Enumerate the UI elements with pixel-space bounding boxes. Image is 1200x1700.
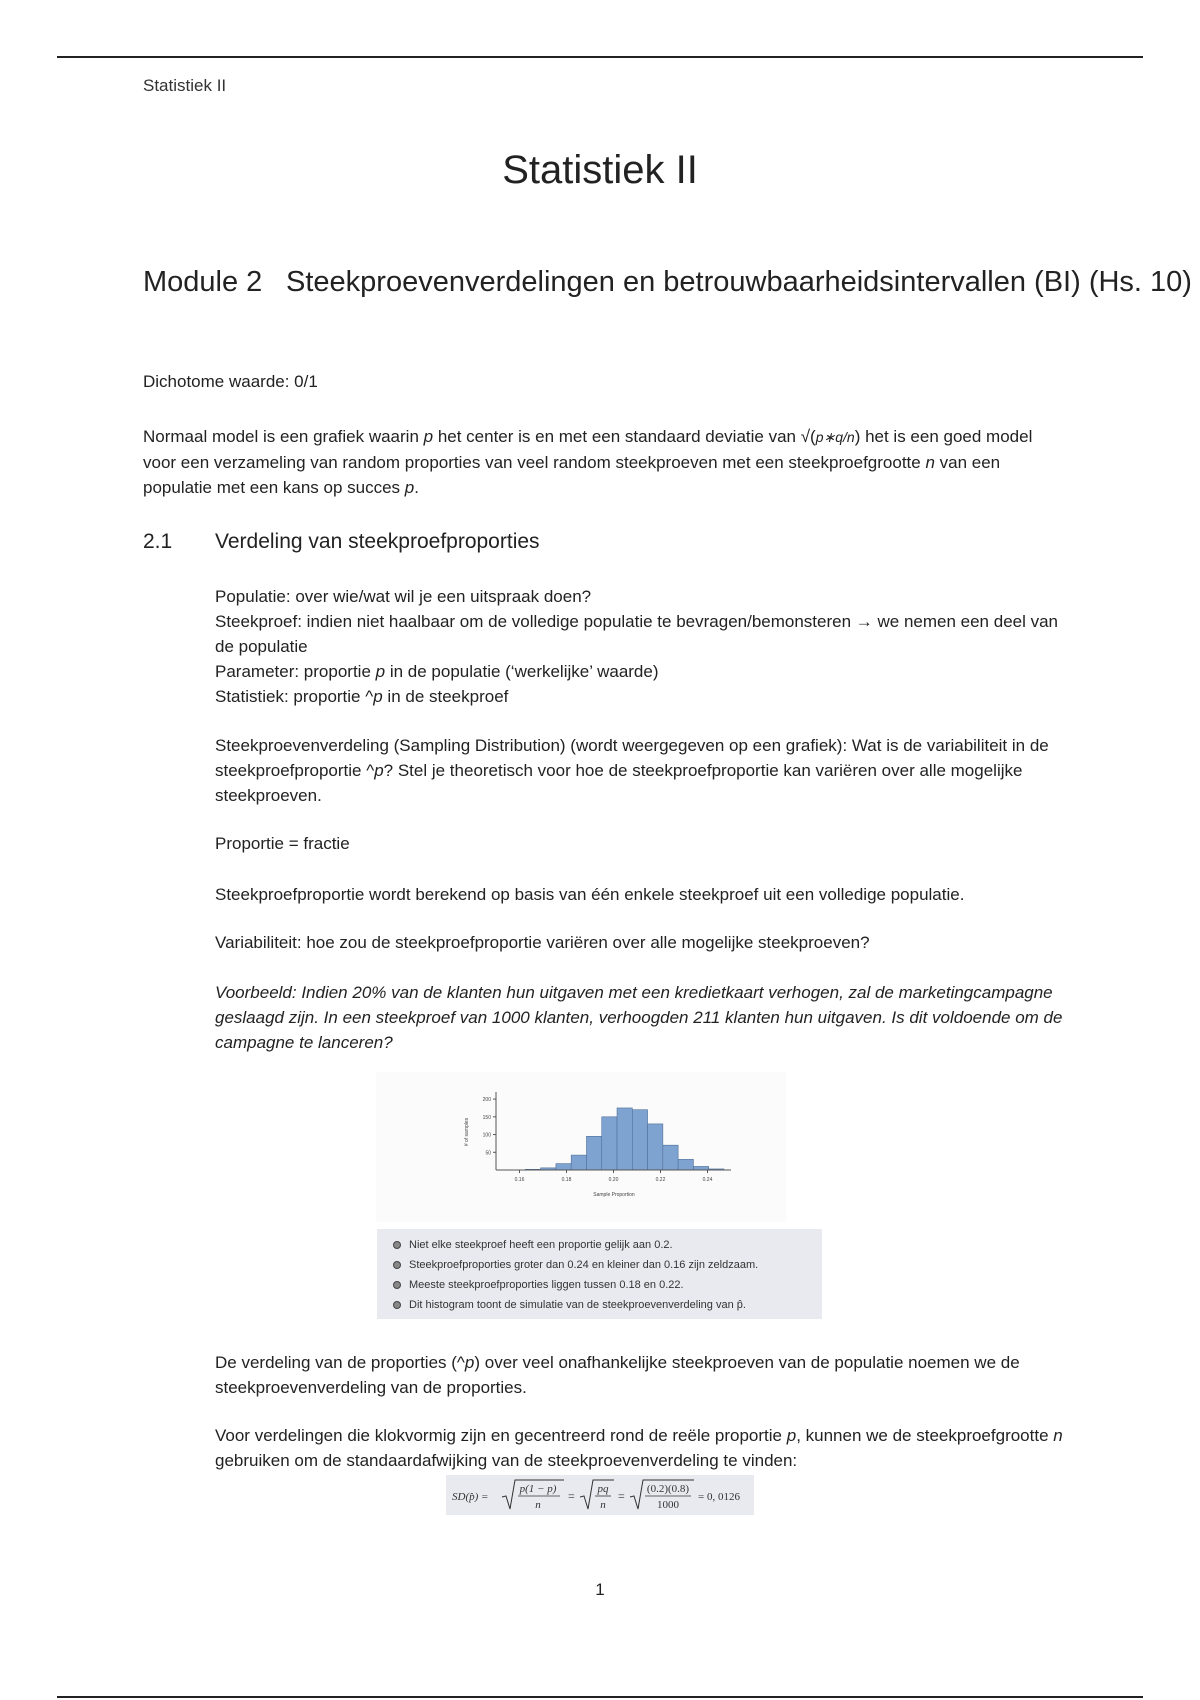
definition-parameter: [215, 659, 1065, 684]
x-tick-label: 0.16: [514, 1177, 525, 1183]
histogram-bar: [632, 1110, 647, 1170]
text: Parameter: proportie: [215, 662, 376, 681]
histogram-chart: [376, 1072, 786, 1222]
symbol-n: n: [1053, 1426, 1063, 1445]
text: Steekproevenverdeling (Sampling Distribution) (wordt weergegeven op een grafiek): Wat is de variabiliteit in de steekproefproportie ^: [215, 736, 1049, 780]
symbol-p: p: [786, 1426, 797, 1445]
proportie-text: Proportie = fractie: [215, 834, 350, 853]
equals-sign: =: [618, 1489, 625, 1503]
symbol-p: p: [423, 427, 434, 446]
equals-sign: =: [568, 1489, 575, 1503]
bullet-list-box: [377, 1229, 822, 1319]
section-number: 2.1: [143, 530, 173, 553]
y-axis-label: # of samples: [464, 1117, 470, 1147]
histogram-bar: [602, 1117, 617, 1170]
histogram-bar: [586, 1136, 601, 1170]
symbol-n: n: [925, 453, 935, 472]
top-rule: [57, 56, 1143, 58]
text: De verdeling van de proporties (^: [215, 1353, 465, 1372]
running-header: Statistiek II: [143, 76, 227, 95]
normaal-model-paragraph: [143, 424, 1063, 500]
x-tick-label: 0.20: [608, 1177, 619, 1183]
page-title: Statistiek II: [502, 148, 698, 192]
variabiliteit-text: Variabiliteit: hoe zou de steekproefproportie variëren over alle mogelijke steekproeven?: [215, 933, 870, 952]
symbol-p: p: [464, 1353, 475, 1372]
bottom-rule: [57, 1696, 1143, 1698]
symbol-p: p: [375, 662, 386, 681]
text: in de populatie (‘werkelijke’ waarde): [385, 662, 659, 681]
fraction-pq-n: p∗q/n: [815, 429, 855, 445]
list-item: Niet elke steekproef heeft een proportie gelijk aan 0.2.: [393, 1235, 822, 1255]
list-item: Dit histogram toont de simulatie van de steekproevenverdeling van p̂.: [393, 1295, 822, 1315]
histogram-figure: [376, 1072, 786, 1222]
y-tick-label: 100: [482, 1132, 491, 1139]
term3-numerator: (0.2)(0.8): [646, 1483, 690, 1495]
list-item: Meeste steekproefproporties liggen tussen 0.18 en 0.22.: [393, 1275, 822, 1295]
definitions-block: [215, 584, 1065, 709]
y-tick-label: 50: [485, 1150, 491, 1157]
formula-result: = 0, 0126: [698, 1491, 740, 1503]
definition-steekproef: Steekproef: indien niet haalbaar om de volledige populatie te bevragen/bemonsteren → we nemen een deel van de populatie: [215, 612, 1059, 656]
symbol-p: p: [373, 687, 383, 706]
text: in de steekproef: [382, 687, 509, 706]
list-item: Steekproefproporties groter dan 0.24 en kleiner dan 0.16 zijn zeldzaam.: [393, 1255, 822, 1275]
term1-numerator: p(1 − p): [519, 1483, 557, 1495]
text: ) over veel onafhankelijke steekproeven van de populatie noemen we de steekproevenverdeling van de proporties.: [215, 1353, 1020, 1397]
x-axis-label: Sample Proportion: [593, 1192, 635, 1198]
module-number: Module 2: [143, 266, 263, 298]
histogram-bar: [617, 1108, 632, 1170]
definition-populatie: Populatie: over wie/wat wil je een uitspraak doen?: [215, 587, 592, 606]
sd-formula: [446, 1475, 754, 1515]
text: gebruiken om de standaardafwijking van de steekproevenverdeling te vinden:: [215, 1451, 798, 1470]
berekend-text: Steekproefproportie wordt berekend op basis van één enkele steekproef uit een volledige populatie.: [215, 885, 965, 904]
y-tick-label: 150: [482, 1114, 491, 1121]
section-heading: [143, 530, 540, 554]
module-title: Steekproevenverdelingen en betrouwbaarheidsintervallen (BI) (Hs. 10): [286, 266, 1192, 298]
histogram-bar: [571, 1155, 586, 1170]
page-number: 1: [595, 1580, 605, 1599]
symbol-p: p: [404, 478, 415, 497]
histogram-bar: [663, 1145, 678, 1170]
normaal-text-c: ) het is een goed model voor een verzameling van random proporties van veel random steekproeven met een steekproefgrootte: [143, 427, 1033, 472]
term2-numerator: pq: [597, 1483, 609, 1495]
x-tick-label: 0.24: [702, 1177, 713, 1183]
text: Statistiek: proportie ^: [215, 687, 374, 706]
y-tick-label: 200: [482, 1097, 491, 1104]
normaal-text-b: het center is en met een standaard deviatie van √(: [433, 427, 816, 446]
definition-statistiek: [215, 684, 1065, 709]
term3-denominator: 1000: [657, 1499, 679, 1511]
x-tick-label: 0.22: [655, 1177, 666, 1183]
text: ? Stel je theoretisch voor hoe de steekproefproportie kan variëren over alle mogelijke steekproeven.: [215, 761, 1023, 805]
symbol-p: p: [374, 761, 384, 780]
histogram-bar: [648, 1124, 663, 1170]
formula-svg: [446, 1475, 754, 1515]
x-tick-label: 0.18: [561, 1177, 572, 1183]
klokvormig-paragraph: [215, 1423, 1065, 1473]
normaal-text-a: Normaal model is een grafiek waarin: [143, 427, 424, 446]
normaal-text-d: van een populatie met een kans op succes: [143, 453, 1001, 497]
verdeling-proporties-paragraph: [215, 1350, 1065, 1400]
histogram-bar: [693, 1166, 708, 1170]
formula-lhs: SD(p̂) =: [452, 1491, 489, 1503]
text: Voor verdelingen die klokvormig zijn en gecentreerd rond de reële proportie: [215, 1426, 787, 1445]
section-title: Verdeling van steekproefproporties: [215, 530, 540, 553]
steekproevenverdeling-paragraph: [215, 733, 1065, 808]
term1-denominator: n: [535, 1499, 541, 1511]
term2-denominator: n: [600, 1499, 606, 1511]
normaal-text-end: .: [414, 478, 419, 497]
histogram-bar: [678, 1159, 693, 1170]
histogram-bar: [556, 1164, 571, 1170]
voorbeeld-paragraph: Voorbeeld: Indien 20% van de klanten hun uitgaven met een kredietkaart verhogen, zal de marketingcampagne geslaagd zijn. In een steekproef van 1000 klanten, verhoogden 211 klanten hun uitgaven. Is dit voldoende om de campagne te lanceren?: [215, 983, 1063, 1052]
dichotome-text: Dichotome waarde: 0/1: [143, 372, 318, 391]
text: , kunnen we de steekproefgrootte: [796, 1426, 1054, 1445]
